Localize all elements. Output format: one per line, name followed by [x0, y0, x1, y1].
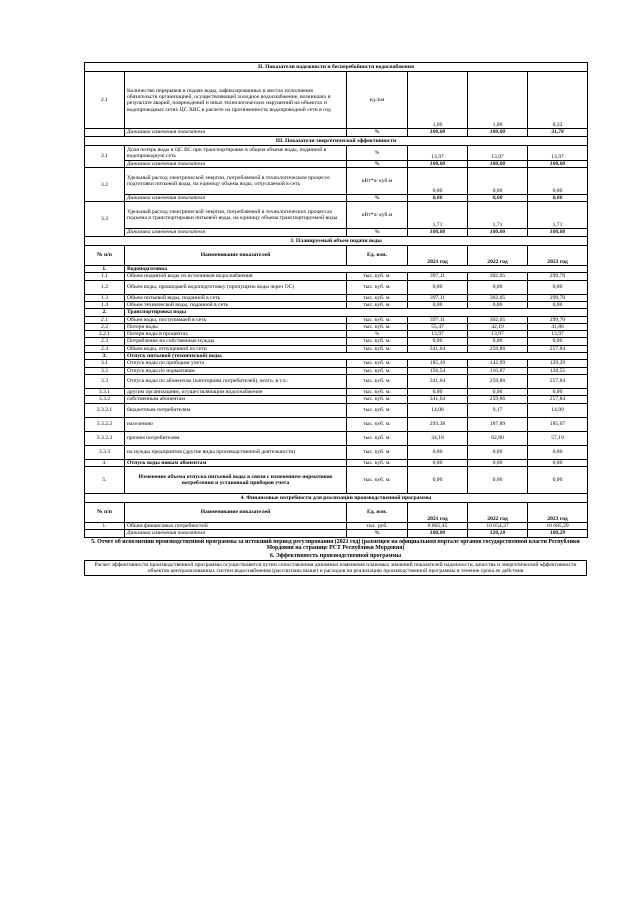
row-value-2022: 302,05 — [468, 316, 528, 323]
row-value-2022: 0,00 — [468, 388, 528, 395]
table-row — [85, 168, 588, 195]
dynamics-label: Динамика изменения показателя — [125, 195, 347, 202]
table-row — [85, 316, 588, 323]
row-value-2021: 156,54 — [408, 367, 468, 374]
row-name: Удельный расход электрической энергии, потребляемой в технологических процессах подъема и транспортировки питьевой воды, на единицу объема транспортируемой воды — [125, 202, 347, 229]
table-row — [85, 431, 588, 445]
row-unit: тыс. куб. м. — [347, 459, 408, 466]
row-number: 3.3.2 — [85, 396, 125, 403]
row-value-2023: 299,70 — [528, 294, 588, 301]
row-value-2022: 0,00 — [468, 280, 528, 294]
header-name: Наименование показателей — [125, 246, 347, 266]
row-value-2021: 13,97 — [408, 145, 468, 160]
row-number: 3.1 — [85, 360, 125, 367]
row-number: 3.1 — [85, 145, 125, 167]
row-name: Отпуск воды по приборам учета — [125, 360, 347, 367]
table-row — [85, 388, 588, 395]
row-unit: тыс. куб. м. — [347, 280, 408, 294]
row-unit: тыс. куб. м. — [347, 323, 408, 330]
row-name: Объем воды, отпущенной из сети — [125, 345, 347, 352]
row-number: 3.3.1 — [85, 388, 125, 395]
header-2023: 2023 год — [528, 503, 588, 523]
row-value-2021: 341,64 — [408, 345, 468, 352]
row-name: Объем финансовых потребностей — [125, 523, 347, 530]
dynamics-value-2023: 31,78 — [528, 129, 588, 136]
dynamics-value-2021: 100,00 — [408, 160, 468, 167]
table-row — [85, 374, 588, 388]
row-value-2021: 0,00 — [408, 168, 468, 195]
row-value-2021: 185,10 — [408, 360, 468, 367]
dynamics-label: Динамика изменения показателя — [125, 160, 347, 167]
table-header-row — [85, 246, 588, 266]
row-value-2023: 0,00 — [528, 388, 588, 395]
dynamics-value-2022: 120,18 — [468, 530, 528, 537]
dynamics-value-2022: 100,00 — [468, 129, 528, 136]
row-value-2022: 187,89 — [468, 417, 528, 431]
dynamics-row — [85, 229, 588, 236]
row-value-2023: 0,00 — [528, 459, 588, 466]
row-value-2021: 0,00 — [408, 445, 468, 459]
table-row — [85, 338, 588, 345]
row-unit: тыс. куб. м. — [347, 367, 408, 374]
dynamics-row — [85, 195, 588, 202]
row-unit: тыс. куб. м. — [347, 374, 408, 388]
row-value-2023: 13,97 — [528, 331, 588, 338]
header-name: Наименование показателей — [125, 503, 347, 523]
row-number: 1.4 — [85, 301, 125, 308]
row-value-2023: 0,00 — [528, 466, 588, 493]
row-value-2021: 0,00 — [408, 466, 468, 493]
row-name: Отпуск воды новым абонентам — [125, 459, 347, 466]
row-number: 1.3 — [85, 294, 125, 301]
row-name: Изменение объема отпуска питьевой воды в связи с изменением нормативов потребления и установкой приборов учета — [125, 466, 347, 493]
row-name: Количество перерывов в подаче воды, зафиксированных в местах исполнения обязательств организацией, осуществляющей холодное водоснабжение, возникших в результате аварий, повреждений и иных технологических нарушений на объектах и водопроводных сетях ЦС ХВС в расчете на протяженность водопроводной сети в год — [125, 72, 347, 129]
row-value-2021: 14,08 — [408, 403, 468, 417]
table-row — [85, 459, 588, 466]
row-number: 2.1 — [85, 72, 125, 129]
row-name: Объем воды, поступившей в сеть — [125, 316, 347, 323]
row-unit: тыс. куб. м. — [347, 431, 408, 445]
table-row — [85, 403, 588, 417]
row-number: 1.2 — [85, 280, 125, 294]
dynamics-label: Динамика изменения показателя — [125, 129, 347, 136]
row-number: 2.1 — [85, 316, 125, 323]
row-value-2021: 397,11 — [408, 273, 468, 280]
header-number: № п/п — [85, 503, 125, 523]
row-value-2021: 8 865,45 — [408, 523, 468, 530]
row-value-2021: 1,00 — [408, 72, 468, 129]
dynamics-value-2023: 100,00 — [528, 160, 588, 167]
row-value-2022: 9,17 — [468, 403, 528, 417]
row-unit: тыс. куб. м. — [347, 316, 408, 323]
row-unit: тыс. куб. м. — [347, 403, 408, 417]
header-2021: 2021 год — [408, 503, 468, 523]
row-name: населению — [125, 417, 347, 431]
row-value-2022: 1,00 — [468, 72, 528, 129]
row-number: 2.2 — [85, 323, 125, 330]
table-row — [85, 466, 588, 493]
table-row — [85, 360, 588, 367]
row-value-2023: 0,00 — [528, 280, 588, 294]
row-unit: кВт*ч/ куб.м — [347, 168, 408, 195]
row-name: собственным абонентам — [125, 396, 347, 403]
section-row — [85, 266, 588, 273]
row-unit: тыс. куб. м. — [347, 445, 408, 459]
table-row — [85, 301, 588, 308]
row-name: Доля потерь воды в ЦС ВС при транспортировке в общем объеме воды, поданной в водопроводную сеть — [125, 145, 347, 160]
row-value-2022: 0,00 — [468, 459, 528, 466]
row-name: Объем воды, прошедшей водоподготовку (пропущено воды через ОС) — [125, 280, 347, 294]
row-name: Потребление на собственные нужды — [125, 338, 347, 345]
row-unit: тыс. куб. м. — [347, 345, 408, 352]
dynamics-value-2022: 100,00 — [468, 160, 528, 167]
dynamics-row — [85, 530, 588, 537]
row-value-2021: 341,64 — [408, 374, 468, 388]
row-number: 4. — [85, 459, 125, 466]
row-number: 3.3 — [85, 202, 125, 236]
dynamics-unit: % — [347, 129, 408, 136]
row-value-2023: 10 685,29 — [528, 523, 588, 530]
row-value-2021: 13,97 — [408, 331, 468, 338]
row-value-2023: 299,70 — [528, 273, 588, 280]
dynamics-value-2021: 100,00 — [408, 229, 468, 236]
row-value-2022: 0,00 — [468, 466, 528, 493]
reliability-title: II. Показатели надежности и бесперебойности водоснабжения — [85, 63, 588, 72]
row-value-2023: 57,19 — [528, 431, 588, 445]
row-value-2022: 302,05 — [468, 294, 528, 301]
row-number: 1. — [85, 266, 125, 273]
row-value-2022: 0,00 — [468, 445, 528, 459]
row-value-2022: 0,00 — [468, 168, 528, 195]
row-number: 1.1 — [85, 273, 125, 280]
row-value-2023: 299,70 — [528, 316, 588, 323]
row-value-2021: 293,38 — [408, 417, 468, 431]
header-unit: Ед. изм. — [347, 246, 408, 266]
table-row — [85, 417, 588, 431]
row-unit: тыс. куб. м. — [347, 338, 408, 345]
row-number: 3. — [85, 353, 125, 360]
row-value-2022: 10 654,27 — [468, 523, 528, 530]
table-row — [85, 367, 588, 374]
row-name: Удельный расход электрической энергии, потребляемой в технологическом процессе подготовки питьевой воды, на единицу объема воды, отпускаемой в сеть — [125, 168, 347, 195]
dynamics-value-2022: 100,00 — [468, 229, 528, 236]
row-value-2023: 0,00 — [528, 301, 588, 308]
dynamics-value-2023: 100,29 — [528, 530, 588, 537]
row-number: 1. — [85, 523, 125, 530]
table-header-row — [85, 503, 588, 523]
row-value-2022: 0,00 — [468, 301, 528, 308]
dynamics-value-2021: 100,00 — [408, 129, 468, 136]
row-name: Отпуск воды по абонентам (категориям потребителей), всего, в т.ч.: — [125, 374, 347, 388]
row-value-2023: 0,00 — [528, 445, 588, 459]
row-unit: тыс. куб. м. — [347, 294, 408, 301]
dynamics-value-2022: 0,00 — [468, 195, 528, 202]
row-name: Объем питьевой воды, поданной в сеть — [125, 294, 347, 301]
row-value-2021: 1,71 — [408, 202, 468, 229]
header-2022: 2022 год — [468, 246, 528, 266]
table-row — [85, 345, 588, 352]
row-value-2021: 0,00 — [408, 338, 468, 345]
row-number: 2.3 — [85, 338, 125, 345]
document-page — [84, 62, 587, 576]
row-value-2023: 257,84 — [528, 374, 588, 388]
row-number: 3.2 — [85, 367, 125, 374]
row-value-2022: 62,80 — [468, 431, 528, 445]
efficiency-text: Расчет эффективности производственной программы осуществляется путем сопоставления динамики изменения плановых значений показателей надежности, качества и энергетической эффективности объектов централизованных систем водоснабжения (рассчитаны выше) и расходов на реализацию производственной программы в течение срока ее действия — [84, 560, 587, 577]
row-name: прочим потребителям — [125, 431, 347, 445]
table-row — [85, 445, 588, 459]
row-name: на нужды предприятия (другие виды производственной деятельности) — [125, 445, 347, 459]
row-value-2023: 129,29 — [528, 360, 588, 367]
dynamics-unit: % — [347, 229, 408, 236]
finance-title: 4. Финансовые потребности для реализации производственной программы — [85, 494, 588, 503]
row-value-2022: 142,99 — [468, 360, 528, 367]
row-unit: тыс. куб. м. — [347, 360, 408, 367]
row-value-2022: 13,97 — [468, 145, 528, 160]
row-value-2022: 1,71 — [468, 202, 528, 229]
row-value-2021: 34,18 — [408, 431, 468, 445]
row-number: 3.3.3 — [85, 445, 125, 459]
row-unit: тыс. куб. м. — [347, 417, 408, 431]
header-unit: Ед. изм. — [347, 503, 408, 523]
row-value-2022: 259,86 — [468, 396, 528, 403]
row-value-2021: 0,00 — [408, 459, 468, 466]
dynamics-row — [85, 160, 588, 167]
dynamics-value-2023: 100,00 — [528, 229, 588, 236]
row-name: Объем технической воды, поданной в сеть — [125, 301, 347, 308]
table-row — [85, 331, 588, 338]
row-value-2021: 0,00 — [408, 388, 468, 395]
row-name: бюджетным потребителям — [125, 403, 347, 417]
row-value-2023: 13,97 — [528, 145, 588, 160]
row-value-2021: 0,00 — [408, 280, 468, 294]
table-row — [85, 273, 588, 280]
dynamics-value-2021: 100,00 — [408, 530, 468, 537]
row-value-2023: 0,32 — [528, 72, 588, 129]
section-name: Транспортировка воды — [125, 309, 588, 316]
supply-title: 3. Планируемый объем подачи воды — [85, 237, 588, 246]
row-number: 3.3.2.3 — [85, 431, 125, 445]
row-value-2023: 128,55 — [528, 367, 588, 374]
row-value-2023: 257,84 — [528, 345, 588, 352]
row-value-2022: 42,19 — [468, 323, 528, 330]
row-unit: % — [347, 145, 408, 160]
dynamics-value-2023: 0,00 — [528, 195, 588, 202]
indicators-table — [84, 62, 588, 237]
header-2022: 2022 год — [468, 503, 528, 523]
section-name: Отпуск питьевой (технической) воды — [125, 353, 588, 360]
row-number: 2.4 — [85, 345, 125, 352]
row-number: 3.2 — [85, 168, 125, 202]
row-unit: тыс. куб. м. — [347, 273, 408, 280]
section-name: Водоподготовка — [125, 266, 588, 273]
supply-rows — [85, 266, 588, 494]
row-name: Объем поднятой воды из источников водоснабжения — [125, 273, 347, 280]
row-value-2022: 259,86 — [468, 345, 528, 352]
row-value-2023: 0,00 — [528, 338, 588, 345]
row-value-2021: 0,00 — [408, 301, 468, 308]
finance-table — [84, 494, 588, 538]
row-value-2023: 185,67 — [528, 417, 588, 431]
section-row — [85, 309, 588, 316]
row-name: Потери воды — [125, 323, 347, 330]
dynamics-value-2021: 0,00 — [408, 195, 468, 202]
table-row — [85, 323, 588, 330]
row-unit: тыс. куб. м. — [347, 466, 408, 493]
energy-title: III. Показатели энергетической эффективности — [85, 136, 588, 145]
row-name: Отпуск воды по нормативам — [125, 367, 347, 374]
table-row — [85, 72, 588, 129]
dynamics-row — [85, 129, 588, 136]
row-value-2022: 13,97 — [468, 331, 528, 338]
dynamics-unit: % — [347, 160, 408, 167]
row-number: 3.3 — [85, 374, 125, 388]
header-2023: 2023 год — [528, 246, 588, 266]
row-name: другим организациям, осуществляющим водоснабжение — [125, 388, 347, 395]
energy-rows — [85, 145, 588, 236]
row-value-2022: 0,00 — [468, 338, 528, 345]
dynamics-unit: % — [347, 530, 408, 537]
table-row — [85, 280, 588, 294]
row-unit: кВт*ч/ куб.м — [347, 202, 408, 229]
row-value-2022: 302,05 — [468, 273, 528, 280]
row-value-2023: 0,00 — [528, 168, 588, 195]
section-row — [85, 353, 588, 360]
row-number: 5. — [85, 466, 125, 493]
row-value-2021: 55,47 — [408, 323, 468, 330]
table-row — [85, 294, 588, 301]
dynamics-label: Динамика изменения показателя — [125, 229, 347, 236]
row-number: 2. — [85, 309, 125, 316]
row-unit: тыс. куб. м. — [347, 301, 408, 308]
row-value-2022: 116,87 — [468, 367, 528, 374]
table-row — [85, 396, 588, 403]
row-number: 3.3.2.1 — [85, 403, 125, 417]
row-unit: % — [347, 331, 408, 338]
table-row — [85, 202, 588, 229]
row-number: 3.3.2.2 — [85, 417, 125, 431]
dynamics-unit: % — [347, 195, 408, 202]
table-row — [85, 523, 588, 530]
row-unit: тыс. куб. м. — [347, 388, 408, 395]
row-value-2023: 14,99 — [528, 403, 588, 417]
header-number: № п/п — [85, 246, 125, 266]
row-value-2021: 397,11 — [408, 316, 468, 323]
row-name: Потери воды в процентах — [125, 331, 347, 338]
row-value-2023: 41,86 — [528, 323, 588, 330]
row-value-2023: 257,84 — [528, 396, 588, 403]
report-title: 5. Отчет об исполнении производственной программы за истекший период регулирования (2021 год) (размещен на официальном портале органов государственной власти Республики Мордовия на странице РСТ Республики Мордовия) — [91, 538, 580, 552]
row-unit: тыс. куб. м. — [347, 396, 408, 403]
row-unit: ед./км — [347, 72, 408, 129]
row-value-2021: 397,11 — [408, 294, 468, 301]
header-2021: 2021 год — [408, 246, 468, 266]
efficiency-title: 6. Эффективность производственной программы — [269, 552, 402, 559]
row-number: 2.2.1 — [85, 331, 125, 338]
row-value-2023: 1,71 — [528, 202, 588, 229]
dynamics-label: Динамика изменения показателя — [125, 530, 347, 537]
supply-table — [84, 237, 588, 494]
row-value-2022: 259,86 — [468, 374, 528, 388]
row-value-2021: 341,64 — [408, 396, 468, 403]
row-unit: тыс. руб. — [347, 523, 408, 530]
table-row — [85, 145, 588, 160]
